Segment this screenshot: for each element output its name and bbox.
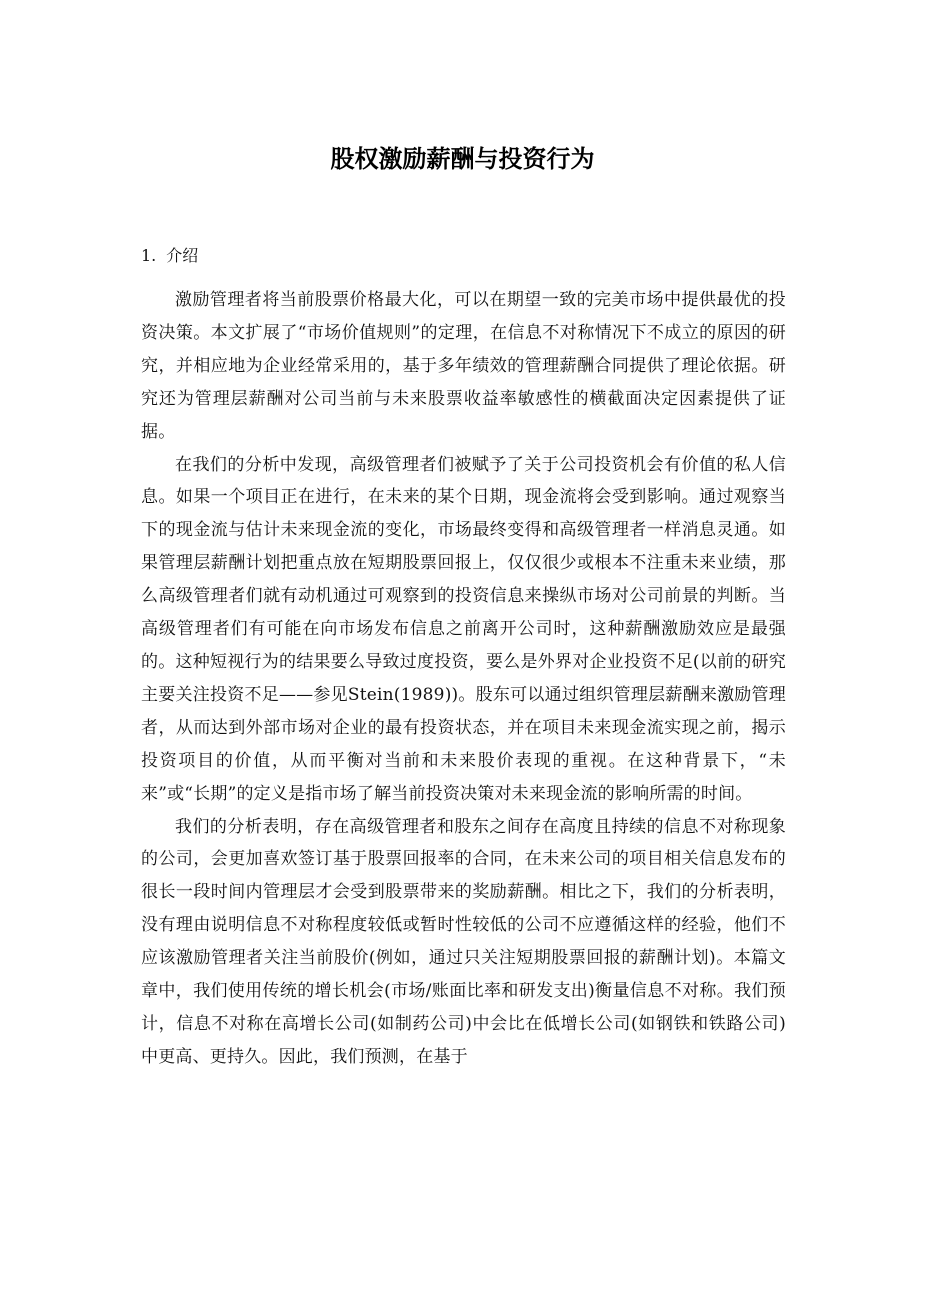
section-number: 1. — [141, 246, 157, 265]
paragraph-2: 在我们的分析中发现，高级管理者们被赋予了关于公司投资机会有价值的私人信息。如果一个项目正在进行，在未来的某个日期，现金流将会受到影响。通过观察当下的现金流与估计未来现金流的变化，市场最终变得和高级管理者一样消息灵通。如果管理层薪酬计划把重点放在短期股票回报上，仅仅很少或根本不注重未来业绩，那么高级管理者们就有动机通过可观察到的投资信息来操纵市场对公司前景的判断。当高级管理者们有可能在向市场发布信息之前离开公司时，这种薪酬激励效应是最强的。这种短视行为的结果要么导致过度投资，要么是外界对企业投资不足(以前的研究主要关注投资不足——参见Stein(1989))。股东可以通过组织管理层薪酬来激励管理者，从而达到外部市场对企业的最有投资状态，并在项目未来现金流实现之前，揭示投资项目的价值，从而平衡对当前和未来股价表现的重视。在这种背景下，“未来”或“长期”的定义是指市场了解当前投资决策对未来现金流的影响所需的时间。 — [141, 454, 786, 804]
document-title: 股权激励薪酬与投资行为 — [330, 145, 595, 173]
section-heading-text: 介绍 — [166, 246, 199, 265]
paragraph-1: 激励管理者将当前股票价格最大化，可以在期望一致的完美市场中提供最优的投资决策。本文扩展了“市场价值规则”的定理，在信息不对称情况下不成立的原因的研究，并相应地为企业经常采用的，基于多年绩效的管理薪酬合同提供了理论依据。研究还为管理层薪酬对公司当前与未来股票收益率敏感性的横截面决定因素提供了证据。 — [141, 290, 786, 442]
paragraph-3: 我们的分析表明，存在高级管理者和股东之间存在高度且持续的信息不对称现象的公司，会更加喜欢签订基于股票回报率的合同，在未来公司的项目相关信息发布的很长一段时间内管理层才会受到股票带来的奖励薪酬。相比之下，我们的分析表明，没有理由说明信息不对称程度较低或暂时性较低的公司不应遵循这样的经验，他们不应该激励管理者关注当前股价(例如，通过只关注短期股票回报的薪酬计划)。本篇文章中，我们使用传统的增长机会(市场/账面比率和研发支出)衡量信息不对称。我们预计，信息不对称在高增长公司(如制药公司)中会比在低增长公司(如钢铁和铁路公司)中更高、更持久。因此，我们预测，在基于 — [141, 816, 786, 1067]
section-heading — [141, 244, 198, 268]
body-text — [141, 284, 786, 1074]
